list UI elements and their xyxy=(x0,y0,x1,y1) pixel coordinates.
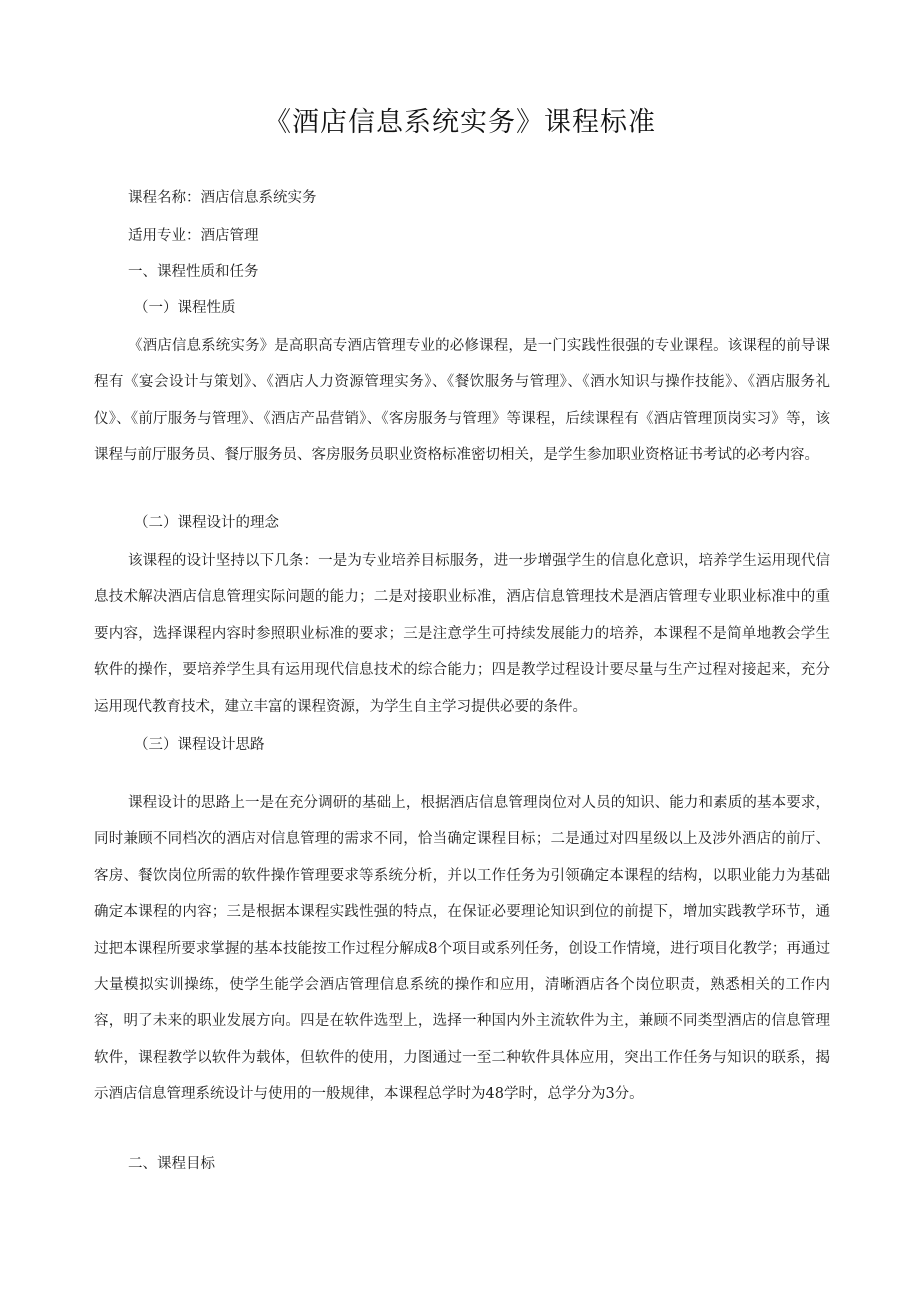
course-name-line: 课程名称：酒店信息系统实务 xyxy=(128,190,317,206)
sub2-heading: （二）课程设计的理念 xyxy=(134,515,279,531)
sub3-paragraph: 课程设计的思路上一是在充分调研的基础上，根据酒店信息管理岗位对人员的知识、能力和素质的基本要求，同时兼顾不同档次的酒店对信息管理的需求不同，恰当确定课程目标；二是通过对四星级以上及涉外酒店的前厅、客房、餐饮岗位所需的软件操作管理要求等系统分析，并以工作任务为引领确定本课程的结构，以职业能力为基础确定本课程的内容；三是根据本课程实践性强的特点，在保证必要理论知识到位的前提下，增加实践教学环节，通过把本课程所要求掌握的基本技能按工作过程分解成8个项目或系列任务，创设工作情境，进行项目化教学；再通过大量模拟实训操练，使学生能学会酒店管理信息系统的操作和应用，清晰酒店各个岗位职责，熟悉相关的工作内容，明了未来的职业发展方向。四是在软件选型上，选择一种国内外主流软件为主，兼顾不同类型酒店的信息管理软件，课程教学以软件为载体，但软件的使用，力图通过一至二种软件具体应用，突出工作任务与知识的联系，揭示酒店信息管理系统设计与使用的一般规律，本课程总学时为48学时，总学分为3分。 xyxy=(94,795,830,1103)
section2-heading: 二、课程目标 xyxy=(128,1156,215,1172)
sub1-paragraph: 《酒店信息系统实务》是高职高专酒店管理专业的必修课程，是一门实践性很强的专业课程。该课程的前导课程有《宴会设计与策划》、《酒店人力资源管理实务》、《餐饮服务与管理》、《酒水知识与操作技能》、《酒店服务礼仪》、《前厅服务与管理》、《酒店产品营销》、《客房服务与管理》等课程，后续课程有《酒店管理顶岗实习》等，该课程与前厅服务员、餐厅服务员、客房服务员职业资格标准密切相关，是学生参加职业资格证书考试的必考内容。 xyxy=(94,338,830,464)
major-line: 适用专业：酒店管理 xyxy=(128,228,259,244)
sub1-heading: （一）课程性质 xyxy=(134,300,236,316)
document-title: 《酒店信息系统实务》课程标准 xyxy=(264,107,656,138)
sub2-paragraph: 该课程的设计坚持以下几条：一是为专业培养目标服务，进一步增强学生的信息化意识，培养学生运用现代信息技术解决酒店信息管理实际问题的能力；二是对接职业标准，酒店信息管理技术是酒店管理专业职业标准中的重要内容，选择课程内容时参照职业标准的要求；三是注意学生可持续发展能力的培养，本课程不是简单地教会学生软件的操作，要培养学生具有运用现代信息技术的综合能力；四是教学过程设计要尽量与生产过程对接起来，充分运用现代教育技术，建立丰富的课程资源，为学生自主学习提供必要的条件。 xyxy=(94,553,830,715)
sub3-heading: （三）课程设计思路 xyxy=(134,737,265,753)
section1-heading: 一、课程性质和任务 xyxy=(128,264,259,280)
